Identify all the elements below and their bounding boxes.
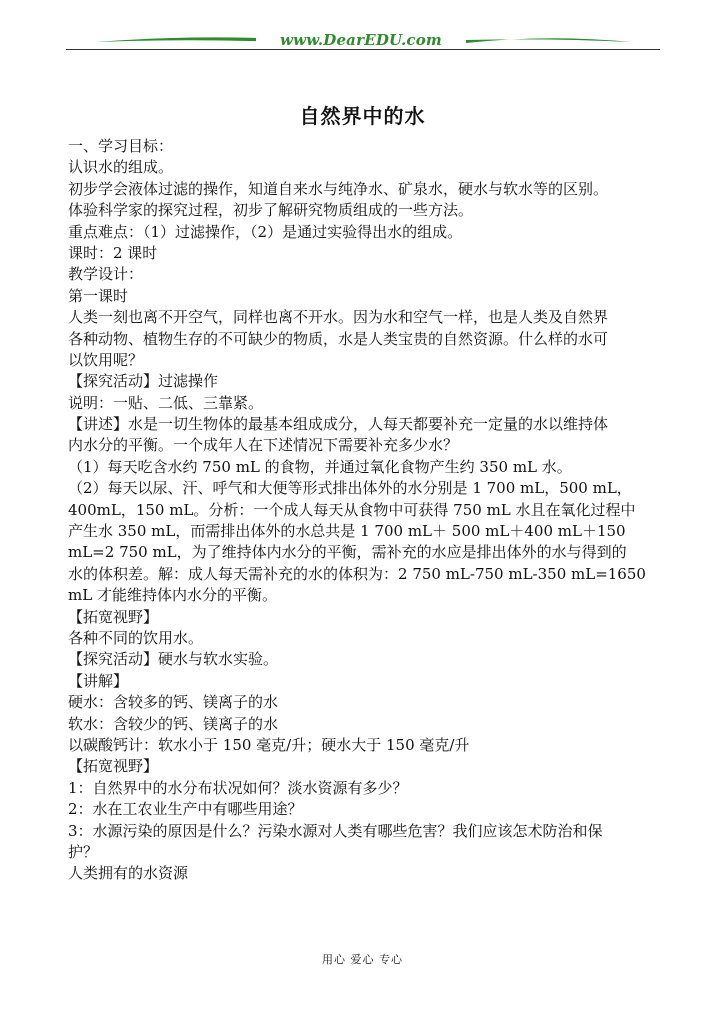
text-line: 护？ [68,842,99,861]
text-line: 以碳酸钙计：软水小于 150 毫克/升；硬水大于 150 毫克/升 [68,735,470,754]
text-line: 3：水源污染的原因是什么？污染水源对人类有哪些危害？我们应该怎术防治和保 [68,821,603,840]
page-header [66,28,660,52]
header-rule [66,49,660,50]
text-line: 各种不同的饮用水。 [68,628,204,647]
text-line: 说明：一贴、二低、三靠紧。 [68,393,264,412]
text-line: 【拓宽视野】 [68,757,159,776]
text-line: 初步学会液体过滤的操作，知道自来水与纯净水、矿泉水，硬水与软水等的区别。 [68,179,609,198]
text-line: 【拓宽视野】 [68,607,159,626]
text-line: 2：水在工农业生产中有哪些用途？ [68,800,303,819]
text-line: 水的体积差。解：成人每天需补充的水的体积为：2 750 mL-750 mL-350 mL=1650 [68,564,646,583]
text-line: 一、学习目标： [68,137,174,155]
text-line: （2）每天以尿、汗、呼气和大便等形式排出体外的水分别是 1 700 mL，500 mL， [68,479,632,498]
document-title: 自然界中的水 [299,104,426,128]
text-line: 400mL，150 mL。分析：一个成人每天从食物中可获得 750 mL 水且在氧化过程中 [68,500,636,519]
text-line: 重点难点：（1）过滤操作，（2）是通过实验得出水的组成。 [68,222,463,241]
text-line: 1：自然界中的水分布状况如何？淡水资源有多少？ [68,778,408,797]
text-line: 产生水 350 mL，而需排出体外的水总共是 1 700 mL＋ 500 mL＋400 mL＋150 [68,522,626,541]
text-line: 人类拥有的水资源 [68,864,189,883]
site-logo: www.DearEDU.com [256,31,466,49]
text-line: 【探究活动】硬水与软水实验。 [68,650,279,669]
text-line: 内水分的平衡。一个成年人在下述情况下需要补充多少水？ [68,436,459,455]
document-body [68,136,662,885]
text-line: 第一课时 [68,286,129,305]
text-line: 【探究活动】过滤操作 [68,372,219,391]
text-line: 硬水：含较多的钙、镁离子的水 [68,693,279,712]
text-line: 认识水的组成。 [68,158,174,177]
text-line: 人类一刻也离不开空气，同样也离不开水。因为水和空气一样，也是人类及自然界 [68,308,609,327]
text-line: 以饮用呢？ [68,350,144,369]
text-line: 【讲述】水是一切生物体的最基本组成成分，人每天都要补充一定量的水以维持体 [68,415,609,434]
text-line: 【讲解】 [68,671,129,690]
text-line: 教学设计： [68,265,144,284]
page-footer: 用心 爱心 专心 [322,953,403,966]
right-swoosh-decoration [466,36,631,46]
text-line: 各种动物、植物生存的不可缺少的物质，水是人类宝贵的自然资源。什么样的水可 [68,329,609,348]
text-line: 体验科学家的探究过程，初步了解研究物质组成的一些方法。 [68,201,474,220]
text-line: 课时：2 课时 [68,243,158,262]
text-line: mL 才能维持体内水分的平衡。 [68,586,277,605]
text-line: 软水：含较少的钙、镁离子的水 [68,714,279,733]
text-line: （1）每天吃含水约 750 mL 的食物，并通过氧化食物产生约 350 mL 水。 [68,457,572,476]
text-line: mL=2 750 mL，为了维持体内水分的平衡，需补充的水应是排出体外的水与得到的 [68,543,627,562]
